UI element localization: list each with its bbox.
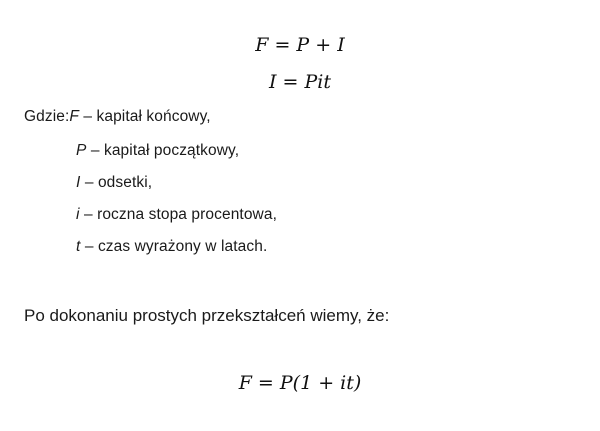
transformation-paragraph: Po dokonaniu prostych przekształceń wiemy, że:: [24, 306, 390, 325]
symbol-i: i: [76, 206, 80, 223]
equation-interest: I = Pit: [268, 71, 331, 93]
symbol-t: t: [76, 238, 81, 255]
definition-line-i: [76, 205, 277, 225]
definition-i: – roczna stopa procentowa,: [79, 206, 277, 223]
definition-F: – kapitał końcowy,: [78, 108, 211, 125]
equation-simple-interest: F = P(1 + it): [238, 372, 362, 394]
equation-final-value: F = P + I: [255, 34, 345, 56]
definition-line-F: [24, 107, 211, 127]
definition-P: – kapitał początkowy,: [86, 142, 240, 159]
symbol-F: F: [69, 108, 79, 125]
symbol-P: P: [76, 142, 87, 159]
definition-line-P: [76, 141, 239, 161]
definition-t: – czas wyrażony w latach.: [80, 238, 268, 255]
symbol-I: I: [76, 174, 81, 191]
definition-line-I: [76, 173, 152, 193]
definition-I: – odsetki,: [80, 174, 153, 191]
definition-line-t: [76, 237, 267, 257]
where-label: Gdzie:: [24, 108, 70, 125]
